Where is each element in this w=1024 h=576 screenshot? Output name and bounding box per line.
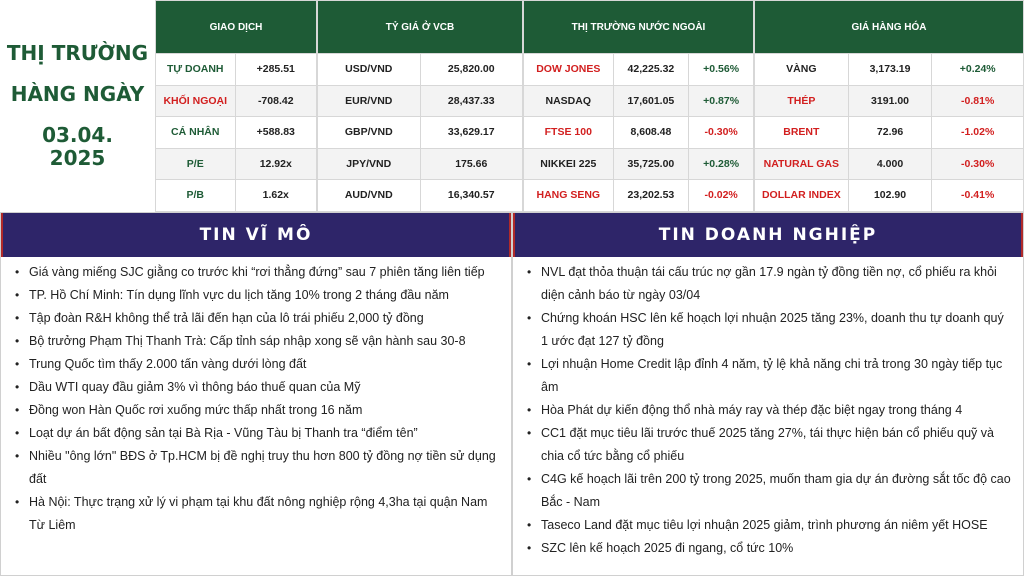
index-name: DOW JONES [524, 54, 614, 86]
news-item: • Dầu WTI quay đầu giảm 3% vì thông báo thuế quan của Mỹ [15, 376, 501, 399]
corporate-news-panel [512, 212, 1024, 576]
fx-pair: EUR/VND [318, 85, 421, 117]
news-item: • Loạt dự án bất động sản tại Bà Rịa - Vũng Tàu bị Thanh tra “điểm tên” [15, 422, 501, 445]
news-item: • Lợi nhuận Home Credit lập đỉnh 4 năm, tỷ lệ khả năng chi trả trong 30 ngày tiếp tục âm [527, 353, 1013, 399]
commodity-change: -0.30% [932, 148, 1024, 180]
macro-news-panel [0, 212, 512, 576]
index-value: 35,725.00 [613, 148, 689, 180]
index-change: +0.87% [689, 85, 754, 117]
trading-label: TỰ DOANH [156, 54, 236, 86]
commodity-change: -0.81% [932, 85, 1024, 117]
index-value: 8,608.48 [613, 117, 689, 149]
trading-header: GIAO DỊCH [156, 1, 317, 54]
report-title-line2: HÀNG NGÀY [10, 82, 145, 106]
corporate-news-list [513, 257, 1023, 560]
macro-news-list [1, 257, 511, 537]
commodity-value: 3,173.19 [848, 54, 932, 86]
trading-table [155, 0, 317, 212]
commodity-value: 102.90 [848, 180, 932, 212]
news-item: • C4G kế hoạch lãi trên 200 tỷ trong 2025, muốn tham gia dự án đường sắt tốc độ cao Bắc - Nam [527, 468, 1013, 514]
fx-pair: USD/VND [318, 54, 421, 86]
fx-pair: JPY/VND [318, 148, 421, 180]
commodity-value: 72.96 [848, 117, 932, 149]
index-name: NIKKEI 225 [524, 148, 614, 180]
index-change: +0.28% [689, 148, 754, 180]
macro-news-header: TIN VĨ MÔ [1, 213, 511, 257]
index-name: NASDAQ [524, 85, 614, 117]
commodity-name: BRENT [755, 117, 849, 149]
trading-label: P/B [156, 180, 236, 212]
index-name: HANG SENG [524, 180, 614, 212]
commodity-change: -0.41% [932, 180, 1024, 212]
fx-table [317, 0, 523, 212]
fx-pair: AUD/VND [318, 180, 421, 212]
news-item: • Taseco Land đặt mục tiêu lợi nhuận 2025 giảm, trình phương án niêm yết HOSE [527, 514, 1013, 537]
fx-rate: 25,820.00 [420, 54, 523, 86]
trading-value: 1.62x [235, 180, 317, 212]
index-change: +0.56% [689, 54, 754, 86]
trading-label: KHỐI NGOẠI [156, 85, 236, 117]
report-date-line2: 2025 [49, 146, 106, 170]
commodity-change: -1.02% [932, 117, 1024, 149]
commodity-value: 3191.00 [848, 85, 932, 117]
index-change: -0.02% [689, 180, 754, 212]
news-item: • SZC lên kế hoạch 2025 đi ngang, cổ tức 10% [527, 537, 1013, 560]
fx-rate: 33,629.17 [420, 117, 523, 149]
news-item: • Trung Quốc tìm thấy 2.000 tấn vàng dưới lòng đất [15, 353, 501, 376]
index-value: 42,225.32 [613, 54, 689, 86]
fx-rate: 175.66 [420, 148, 523, 180]
news-item: • Hà Nội: Thực trạng xử lý vi phạm tại khu đất nông nghiệp rộng 4,3ha tại quận Nam Từ Liêm [15, 491, 501, 537]
commodity-name: NATURAL GAS [755, 148, 849, 180]
news-item: • Hòa Phát dự kiến động thổ nhà máy ray và thép đặc biệt ngay trong tháng 4 [527, 399, 1013, 422]
report-title-line1: THỊ TRƯỜNG [6, 41, 149, 65]
news-item: • Giá vàng miếng SJC giằng co trước khi “rơi thẳng đứng” sau 7 phiên tăng liên tiếp [15, 261, 501, 284]
index-value: 17,601.05 [613, 85, 689, 117]
trading-value: +588.83 [235, 117, 317, 149]
index-value: 23,202.53 [613, 180, 689, 212]
fx-rate: 16,340.57 [420, 180, 523, 212]
news-item: • Chứng khoán HSC lên kế hoạch lợi nhuận 2025 tăng 23%, doanh thu tự doanh quý 1 ước đạt 127 tỷ đồng [527, 307, 1013, 353]
commodities-table [754, 0, 1024, 212]
news-item: • Tập đoàn R&H không thể trả lãi đến hạn của lô trái phiếu 2,000 tỷ đồng [15, 307, 501, 330]
report-title-block [0, 0, 155, 212]
commodity-change: +0.24% [932, 54, 1024, 86]
fx-pair: GBP/VND [318, 117, 421, 149]
trading-label: CÁ NHÂN [156, 117, 236, 149]
index-name: FTSE 100 [524, 117, 614, 149]
news-item: • TP. Hồ Chí Minh: Tín dụng lĩnh vực du lịch tăng 10% trong 2 tháng đầu năm [15, 284, 501, 307]
commodity-name: DOLLAR INDEX [755, 180, 849, 212]
report-date-line1: 03.04. [42, 123, 113, 147]
fx-rate: 28,437.33 [420, 85, 523, 117]
news-item: • NVL đạt thỏa thuận tái cấu trúc nợ gần 17.9 ngàn tỷ đồng tiền nợ, cổ phiếu ra khỏi diện cảnh báo từ ngày 03/04 [527, 261, 1013, 307]
commodity-name: THÉP [755, 85, 849, 117]
news-item: • Đồng won Hàn Quốc rơi xuống mức thấp nhất trong 16 năm [15, 399, 501, 422]
commodity-name: VÀNG [755, 54, 849, 86]
trading-value: +285.51 [235, 54, 317, 86]
commodity-value: 4.000 [848, 148, 932, 180]
news-item: • Bộ trưởng Phạm Thị Thanh Trà: Cấp tỉnh sáp nhập xong sẽ vận hành sau 30-8 [15, 330, 501, 353]
trading-label: P/E [156, 148, 236, 180]
news-item: • Nhiều "ông lớn" BĐS ở Tp.HCM bị đề nghị truy thu hơn 800 tỷ đồng nợ tiền sử dụng đất [15, 445, 501, 491]
fx-header: TỶ GIÁ Ở VCB [318, 1, 523, 54]
trading-value: -708.42 [235, 85, 317, 117]
trading-value: 12.92x [235, 148, 317, 180]
foreign-markets-table [523, 0, 754, 212]
foreign-header: THỊ TRƯỜNG NƯỚC NGOÀI [524, 1, 754, 54]
corporate-news-header: TIN DOANH NGHIỆP [513, 213, 1023, 257]
index-change: -0.30% [689, 117, 754, 149]
news-item: • CC1 đặt mục tiêu lãi trước thuế 2025 tăng 27%, tái thực hiện bán cổ phiếu quỹ và chia cổ tức bằng cổ phiếu [527, 422, 1013, 468]
commodities-header: GIÁ HÀNG HÓA [755, 1, 1024, 54]
